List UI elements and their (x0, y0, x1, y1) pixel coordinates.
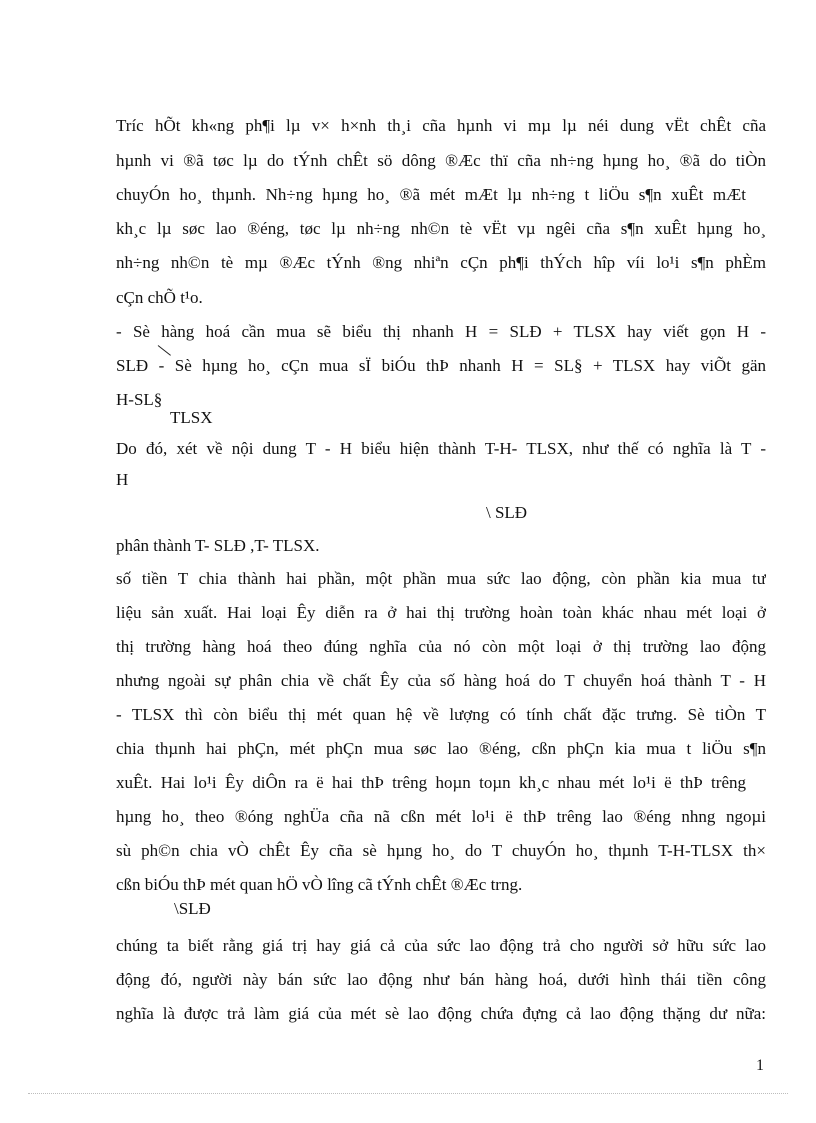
formula-label: TLSX (170, 408, 213, 427)
text-line: chúng ta biết rằng giá trị hay giá cả của sức lao động trả cho người sở hữu sức lao (116, 936, 766, 955)
text-line: Tríc hÕt kh«ng ph¶i lµ v× h×nh th¸i cña hµnh vi mµ lµ néi dung vËt chÊt cña (116, 116, 766, 135)
text-line: - Sè hàng hoá cần mua sẽ biểu thị nhanh H = SLĐ + TLSX hay viết gọn H - (116, 322, 766, 341)
formula-label: \ SLĐ (486, 503, 528, 522)
text-line: H-SL§ (116, 390, 163, 409)
text-line: liệu sản xuất. Hai loại Êy diễn ra ở hai thị trường hoàn toàn khác nhau mét loại ở (116, 603, 766, 622)
page-number: 1 (756, 1057, 764, 1074)
text-line: thị trường hàng hoá theo đúng nghĩa của nó còn một loại ở thị trường lao động (116, 637, 766, 656)
text-line: hµnh vi ®ã tøc lµ do tÝnh chÊt sö dông ®Æc thï cña nh÷ng hµng ho¸ ®ã do tiÒn (116, 151, 766, 170)
text-line: nghĩa là được trả làm giá của mét sè lao động chứa đựng cả lao động thặng dư nữa: (116, 1004, 766, 1023)
text-line: phân thành T- SLĐ ,T- TLSX. (116, 536, 320, 555)
text-line: - TLSX thì còn biểu thị mét quan hệ về lượng có tính chất đặc trưng. Sè tiÒn T (116, 705, 766, 724)
text-line: nhưng ngoài sự phân chia về chất Êy của số hàng hoá do T chuyển hoá thành T - H (116, 671, 766, 690)
text-line: H (116, 470, 129, 489)
formula-label: \SLĐ (174, 899, 211, 918)
text-line: Do đó, xét về nội dung T - H biểu hiện thành T-H- TLSX, như thế có nghĩa là T - (116, 439, 766, 458)
text-line: SLĐ - Sè hµng ho¸ cÇn mua sÏ biÓu thÞ nhanh H = SL§ + TLSX hay viÕt gän (116, 356, 766, 375)
text-line: động đó, người này bán sức lao động như bán hàng hoá, dưới hình thái tiền công (116, 970, 766, 989)
text-line: hµng ho¸ theo ®óng nghÜa cña nã cßn mét lo¹i ë thÞ trêng lao ®éng nhng ngoµi (116, 807, 766, 826)
text-line: kh¸c lµ søc lao ®éng, tøc lµ nh÷ng nh©n tè vËt vµ ngêi cña s¶n xuÊt hµng ho¸ (116, 219, 766, 238)
text-line: cßn biÓu thÞ mét quan hÖ vÒ lîng cã tÝnh chÊt ®Æc trng. (116, 875, 523, 894)
text-line: chia thµnh hai phÇn, mét phÇn mua søc lao ®éng, cßn phÇn kia mua t liÖu s¶n (116, 739, 766, 758)
text-line: chuyÓn ho¸ thµnh. Nh÷ng hµng ho¸ ®ã mét mÆt lµ nh÷ng t liÖu s¶n xuÊt mÆt (116, 185, 746, 204)
text-line: nh÷ng nh©n tè mµ ®Æc tÝnh ®ng nhiªn cÇn ph¶i thÝch hîp víi lo¹i s¶n phÈm (116, 253, 766, 272)
text-line: sù ph©n chia vÒ chÊt Êy cña sè hµng ho¸ do T chuyÓn ho¸ thµnh T-H-TLSX th× (116, 841, 766, 860)
text-line: số tiền T chia thành hai phần, một phần mua sức lao động, còn phần kia mua tư (116, 569, 766, 588)
page-footer-divider (28, 1093, 788, 1094)
text-line: xuÊt. Hai lo¹i Êy diÔn ra ë hai thÞ trêng hoµn toµn kh¸c nhau mét lo¹i ë thÞ trêng (116, 773, 746, 792)
text-line: cÇn chÕ t¹o. (116, 288, 203, 307)
